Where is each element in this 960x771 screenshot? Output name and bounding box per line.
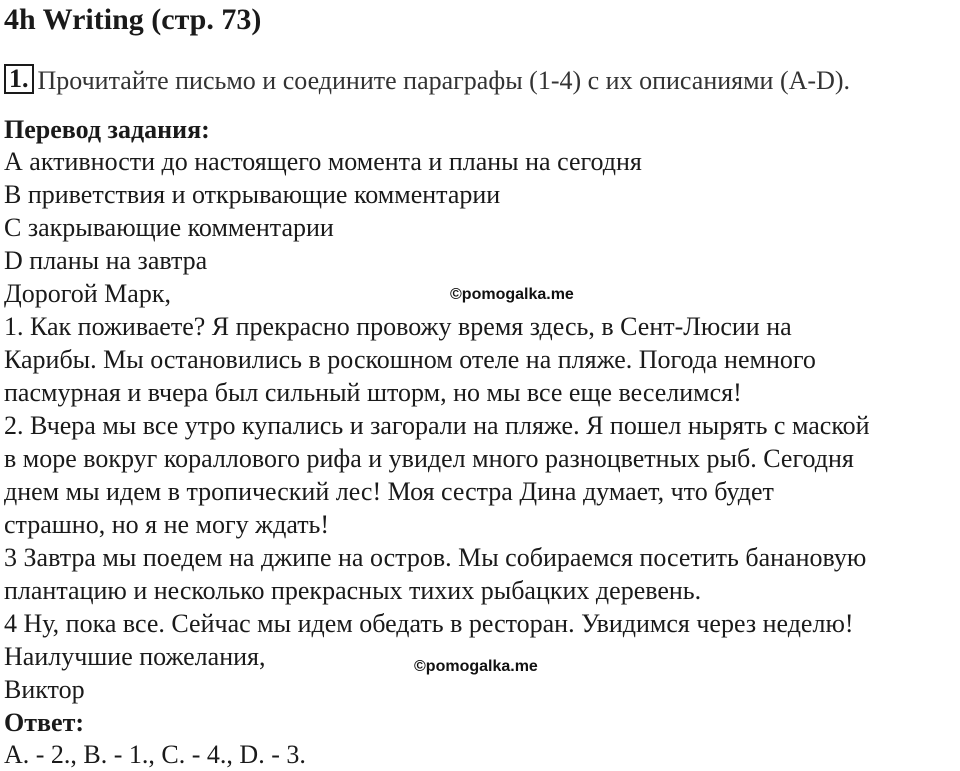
option-d: D планы на завтра (4, 246, 208, 275)
letter-line: плантацию и несколько прекрасных тихих рыбацких деревень. (4, 576, 702, 605)
answer-text: А. - 2., В. - 1., С. - 4., D. - 3. (4, 740, 306, 769)
letter-line: днем мы идем в тропический лес! Моя сестра Дина думает, что будет (4, 477, 774, 506)
answer-heading: Ответ: (4, 708, 85, 737)
letter-line: 1. Как поживаете? Я прекрасно провожу время здесь, в Сент-Люсии на (4, 312, 792, 341)
letter-line: 3 Завтра мы поедем на джипе на остров. Мы собираемся посетить банановую (4, 543, 867, 572)
letter-line: страшно, но я не могу ждать! (4, 510, 330, 539)
page-title: 4h Writing (стр. 73) (4, 3, 262, 36)
option-b: В приветствия и открывающие комментарии (4, 180, 501, 209)
letter-signature: Виктор (4, 675, 85, 704)
letter-line: Карибы. Мы остановились в роскошном отеле на пляже. Погода немного (4, 345, 816, 374)
task-instruction (4, 64, 850, 98)
option-c: С закрывающие комментарии (4, 213, 334, 242)
letter-closing: Наилучшие пожелания, (4, 642, 266, 671)
letter-line: в море вокруг кораллового рифа и увидел много разноцветных рыб. Сегодня (4, 444, 854, 473)
letter-line: 2. Вчера мы все утро купались и загорали на пляже. Я пошел нырять с маской (4, 411, 870, 440)
translation-heading: Перевод задания: (4, 115, 210, 144)
letter-greeting: Дорогой Марк, (4, 279, 171, 308)
watermark-bottom: ©pomogalka.me (414, 658, 538, 675)
option-a: А активности до настоящего момента и планы на сегодня (4, 147, 642, 176)
task-text: Прочитайте письмо и соедините параграфы (1-4) с их описаниями (A-D). (37, 66, 850, 95)
watermark-top: ©pomogalka.me (450, 286, 574, 303)
letter-line: 4 Ну, пока все. Сейчас мы идем обедать в ресторан. Увидимся через неделю! (4, 609, 854, 638)
letter-line: пасмурная и вчера был сильный шторм, но мы все еще веселимся! (4, 378, 742, 407)
task-number-badge: 1. (4, 64, 34, 94)
